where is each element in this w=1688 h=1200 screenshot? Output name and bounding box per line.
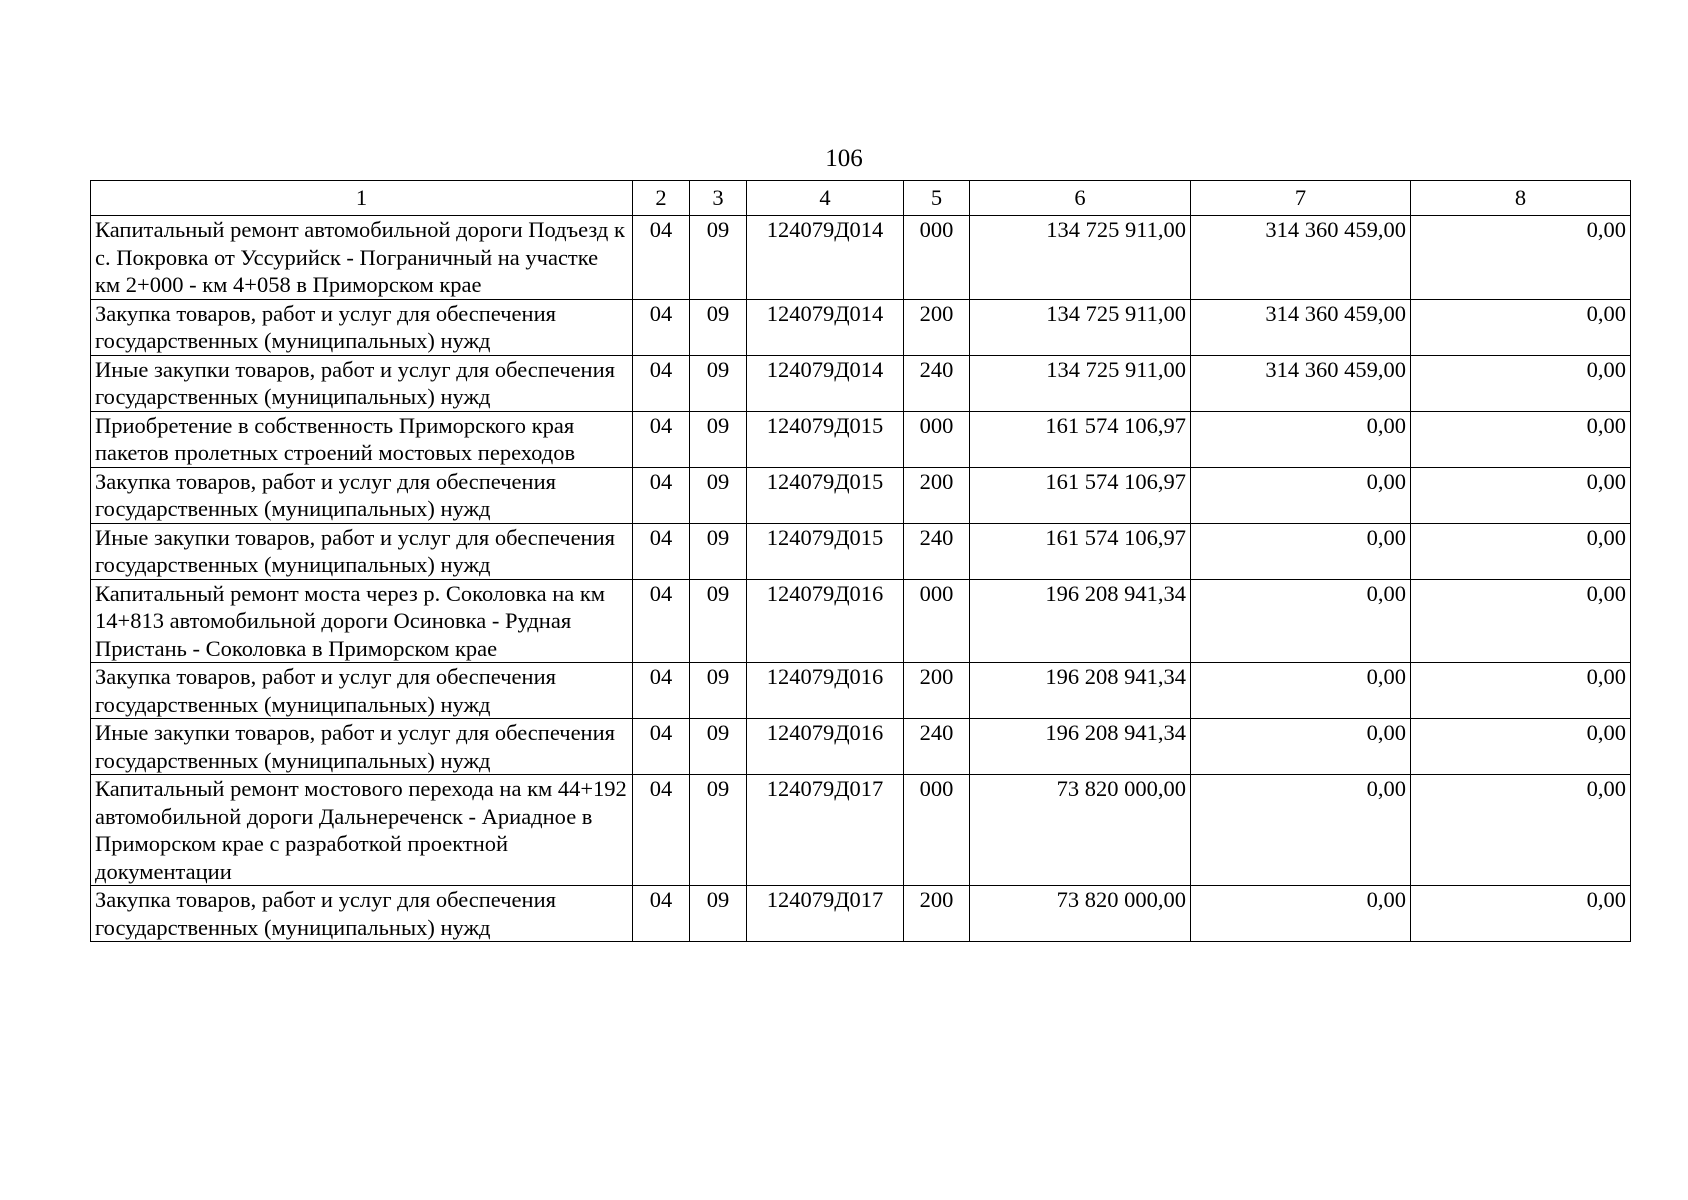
row-subsection-code: 09 <box>690 579 747 663</box>
column-header-8: 8 <box>1411 181 1631 216</box>
table-row <box>91 579 1631 663</box>
row-target-code: 124079Д014 <box>747 355 904 411</box>
row-amount-col7: 0,00 <box>1191 411 1411 467</box>
row-amount-col8: 0,00 <box>1411 775 1631 886</box>
row-amount-col7: 0,00 <box>1191 719 1411 775</box>
row-description: Капитальный ремонт моста через р. Соколовка на км 14+813 автомобильной дороги Осиновка - Рудная Пристань - Соколовка в Приморском крае <box>91 579 633 663</box>
row-target-code: 124079Д014 <box>747 299 904 355</box>
row-amount-col8: 0,00 <box>1411 663 1631 719</box>
row-section-code: 04 <box>633 355 690 411</box>
row-subsection-code: 09 <box>690 299 747 355</box>
row-amount-col7: 0,00 <box>1191 523 1411 579</box>
row-expense-type-code: 240 <box>904 523 970 579</box>
row-amount-col8: 0,00 <box>1411 355 1631 411</box>
row-target-code: 124079Д016 <box>747 579 904 663</box>
row-target-code: 124079Д014 <box>747 216 904 300</box>
row-expense-type-code: 000 <box>904 411 970 467</box>
row-subsection-code: 09 <box>690 216 747 300</box>
table-row <box>91 775 1631 886</box>
row-target-code: 124079Д016 <box>747 663 904 719</box>
row-amount-col8: 0,00 <box>1411 299 1631 355</box>
row-amount-col6: 196 208 941,34 <box>970 719 1191 775</box>
row-amount-col7: 314 360 459,00 <box>1191 299 1411 355</box>
row-section-code: 04 <box>633 663 690 719</box>
table-row <box>91 886 1631 942</box>
column-header-6: 6 <box>970 181 1191 216</box>
column-header-5: 5 <box>904 181 970 216</box>
column-header-2: 2 <box>633 181 690 216</box>
row-description: Иные закупки товаров, работ и услуг для обеспечения государственных (муниципальных) нужд <box>91 719 633 775</box>
row-target-code: 124079Д015 <box>747 523 904 579</box>
row-amount-col8: 0,00 <box>1411 411 1631 467</box>
row-target-code: 124079Д015 <box>747 467 904 523</box>
row-amount-col7: 314 360 459,00 <box>1191 355 1411 411</box>
row-expense-type-code: 200 <box>904 663 970 719</box>
row-description: Иные закупки товаров, работ и услуг для обеспечения государственных (муниципальных) нужд <box>91 355 633 411</box>
row-expense-type-code: 200 <box>904 299 970 355</box>
row-amount-col8: 0,00 <box>1411 216 1631 300</box>
column-header-1: 1 <box>91 181 633 216</box>
row-expense-type-code: 200 <box>904 467 970 523</box>
row-amount-col6: 73 820 000,00 <box>970 886 1191 942</box>
row-expense-type-code: 000 <box>904 216 970 300</box>
row-target-code: 124079Д017 <box>747 775 904 886</box>
row-amount-col8: 0,00 <box>1411 719 1631 775</box>
row-amount-col8: 0,00 <box>1411 886 1631 942</box>
table-row <box>91 411 1631 467</box>
row-expense-type-code: 000 <box>904 775 970 886</box>
row-section-code: 04 <box>633 467 690 523</box>
table-header-row <box>91 181 1631 216</box>
column-header-7: 7 <box>1191 181 1411 216</box>
row-description: Капитальный ремонт мостового перехода на км 44+192 автомобильной дороги Дальнереченск - Ариадное в Приморском крае с разработкой проектной документации <box>91 775 633 886</box>
row-subsection-code: 09 <box>690 775 747 886</box>
column-header-3: 3 <box>690 181 747 216</box>
row-expense-type-code: 240 <box>904 355 970 411</box>
row-target-code: 124079Д015 <box>747 411 904 467</box>
column-header-4: 4 <box>747 181 904 216</box>
row-amount-col6: 161 574 106,97 <box>970 467 1191 523</box>
row-amount-col6: 161 574 106,97 <box>970 523 1191 579</box>
row-amount-col6: 134 725 911,00 <box>970 216 1191 300</box>
table-row <box>91 299 1631 355</box>
row-amount-col8: 0,00 <box>1411 467 1631 523</box>
row-subsection-code: 09 <box>690 886 747 942</box>
row-subsection-code: 09 <box>690 467 747 523</box>
row-description: Закупка товаров, работ и услуг для обеспечения государственных (муниципальных) нужд <box>91 886 633 942</box>
row-subsection-code: 09 <box>690 355 747 411</box>
table-row <box>91 355 1631 411</box>
table-row <box>91 719 1631 775</box>
row-section-code: 04 <box>633 523 690 579</box>
row-section-code: 04 <box>633 886 690 942</box>
row-subsection-code: 09 <box>690 411 747 467</box>
row-subsection-code: 09 <box>690 663 747 719</box>
row-amount-col8: 0,00 <box>1411 579 1631 663</box>
row-description: Закупка товаров, работ и услуг для обеспечения государственных (муниципальных) нужд <box>91 663 633 719</box>
page-number: 106 <box>825 145 863 172</box>
row-section-code: 04 <box>633 719 690 775</box>
row-section-code: 04 <box>633 299 690 355</box>
row-amount-col7: 0,00 <box>1191 886 1411 942</box>
row-amount-col8: 0,00 <box>1411 523 1631 579</box>
row-amount-col6: 134 725 911,00 <box>970 355 1191 411</box>
row-section-code: 04 <box>633 411 690 467</box>
row-subsection-code: 09 <box>690 719 747 775</box>
row-section-code: 04 <box>633 216 690 300</box>
row-amount-col6: 196 208 941,34 <box>970 663 1191 719</box>
table-row <box>91 523 1631 579</box>
table-row <box>91 216 1631 300</box>
row-description: Закупка товаров, работ и услуг для обеспечения государственных (муниципальных) нужд <box>91 467 633 523</box>
row-target-code: 124079Д016 <box>747 719 904 775</box>
table-row <box>91 663 1631 719</box>
row-amount-col7: 0,00 <box>1191 467 1411 523</box>
row-subsection-code: 09 <box>690 523 747 579</box>
table-row <box>91 467 1631 523</box>
row-amount-col7: 314 360 459,00 <box>1191 216 1411 300</box>
row-expense-type-code: 200 <box>904 886 970 942</box>
row-section-code: 04 <box>633 775 690 886</box>
row-amount-col6: 73 820 000,00 <box>970 775 1191 886</box>
budget-table <box>90 180 1631 942</box>
row-target-code: 124079Д017 <box>747 886 904 942</box>
row-amount-col7: 0,00 <box>1191 663 1411 719</box>
row-description: Закупка товаров, работ и услуг для обеспечения государственных (муниципальных) нужд <box>91 299 633 355</box>
row-amount-col6: 134 725 911,00 <box>970 299 1191 355</box>
row-description: Приобретение в собственность Приморского края пакетов пролетных строений мостовых переходов <box>91 411 633 467</box>
row-amount-col7: 0,00 <box>1191 579 1411 663</box>
row-description: Иные закупки товаров, работ и услуг для обеспечения государственных (муниципальных) нужд <box>91 523 633 579</box>
row-amount-col7: 0,00 <box>1191 775 1411 886</box>
row-amount-col6: 161 574 106,97 <box>970 411 1191 467</box>
row-expense-type-code: 240 <box>904 719 970 775</box>
row-description: Капитальный ремонт автомобильной дороги Подъезд к с. Покровка от Уссурийск - Пограничный на участке км 2+000 - км 4+058 в Приморском крае <box>91 216 633 300</box>
row-amount-col6: 196 208 941,34 <box>970 579 1191 663</box>
row-section-code: 04 <box>633 579 690 663</box>
row-expense-type-code: 000 <box>904 579 970 663</box>
